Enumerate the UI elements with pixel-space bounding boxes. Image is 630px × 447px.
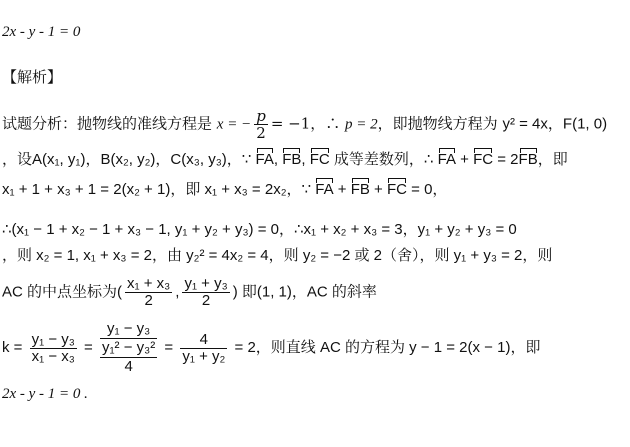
solution-line-4: ∴(x₁ − 1 + x₂ − 1 + x₃ − 1, y₁ + y₂ + y₃) = 0，∴x₁ + x₂ + x₃ = 3，y₁ + y₂ + y₃ = 0 bbox=[2, 221, 517, 238]
slope-fraction-3: $\frac{4}{\text{y₁ + y₂}}$ bbox=[182, 330, 226, 365]
top-equation: 2x - y - 1 = 0 bbox=[2, 24, 81, 40]
vector-fa: FA bbox=[255, 151, 274, 168]
final-equation: 2x - y - 1 = 0 . bbox=[2, 386, 88, 402]
section-label: 【解析】 bbox=[2, 68, 63, 86]
vector-fb: FB bbox=[282, 151, 302, 168]
vector-fb-2: FB bbox=[518, 151, 538, 168]
vector-fa-3: FA bbox=[315, 181, 334, 198]
solution-line-6: AC 的中点坐标为( $\frac{\text{x₁ + x₃}}{2}$ , $\frac{\text{y₁ + y₃}}{2}$ ) 即(1, 1)，AC 的斜率 bbox=[2, 275, 377, 309]
vector-fc-3: FC bbox=[386, 181, 407, 198]
midpoint-x-fraction: $\frac{\text{x₁ + x₃}}{2}$ bbox=[127, 275, 171, 309]
slope-fraction-1: $\frac{\text{y₁ − y₃}}{\text{x₁ − x₃}}$ bbox=[31, 330, 75, 365]
solution-line-1: 试题分析：抛物线的准线方程是 x = − $\frac{p}{2}$ = −1，∴ p = 2，即抛物线方程为 y² = 4x，F(1, 0) bbox=[2, 107, 608, 142]
slope-fraction-2: y₁ − y₃ y₁² − y₃² 4 bbox=[101, 320, 156, 375]
solution-line-5: ，则 x₂ = 1, x₁ + x₃ = 2，由 y₂² = 4x₂ = 4，则 y₂ = −2 或 2（舍），则 y₁ + y₃ = 2，则 bbox=[2, 247, 553, 264]
vector-fa-2: FA bbox=[437, 151, 456, 168]
solution-line-3: x₁ + 1 + x₃ + 1 = 2(x₂ + 1)，即 x₁ + x₃ = 2x₂，∵ FA + FB + FC = 0， bbox=[2, 181, 448, 198]
vector-fb-3: FB bbox=[350, 181, 370, 198]
vector-fc-2: FC bbox=[473, 151, 494, 168]
solution-line-7: k = $\frac{\text{y₁ − y₃}}{\text{x₁ − x₃}}$ = y₁ − y₃ y₁² − y₃² 4 = $\frac{4}{\text{y₁ + y₂}}$ = 2，则直线 AC 的方程为 y − 1 = 2(x − 1)，即 bbox=[2, 320, 541, 375]
p-over-2: $\frac{p}{2}$ bbox=[256, 107, 266, 142]
vector-fc: FC bbox=[309, 151, 330, 168]
solution-line-2: ，设A(x₁, y₁)，B(x₂, y₂)，C(x₃, y₃)，∵ FA, FB, FC 成等差数列，∴ FA + FC = 2FB，即 bbox=[2, 151, 568, 168]
midpoint-y-fraction: $\frac{\text{y₁ + y₃}}{2}$ bbox=[184, 275, 228, 309]
